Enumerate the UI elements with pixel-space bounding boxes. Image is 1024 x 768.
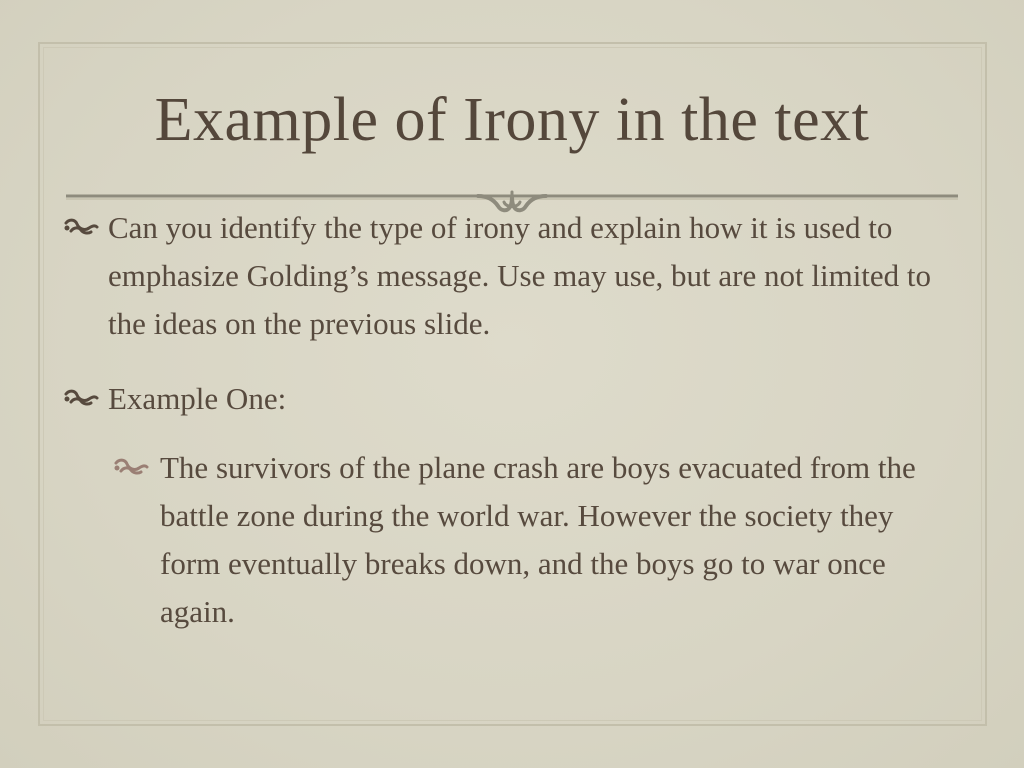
fleuron-scroll-icon [60, 216, 108, 240]
bullet-item-2 [60, 375, 960, 423]
bullet-text-2: Example One: [108, 381, 287, 416]
fleuron-scroll-icon [60, 387, 108, 411]
bullet-item-1 [60, 204, 960, 348]
bullet-text-1: Can you identify the type of irony and explain how it is used to emphasize Golding’s message. Use may use, but are not limited to the ideas on the previous slide. [108, 210, 932, 341]
sub-bullet-item-1 [108, 444, 928, 636]
sub-bullet-text-1: The survivors of the plane crash are boys evacuated from the battle zone during the world war. However the society they form eventually breaks down, and the boys go to war once again. [160, 450, 916, 629]
fleuron-scroll-icon [108, 456, 160, 480]
slide-title: Example of Irony in the text [154, 86, 870, 154]
